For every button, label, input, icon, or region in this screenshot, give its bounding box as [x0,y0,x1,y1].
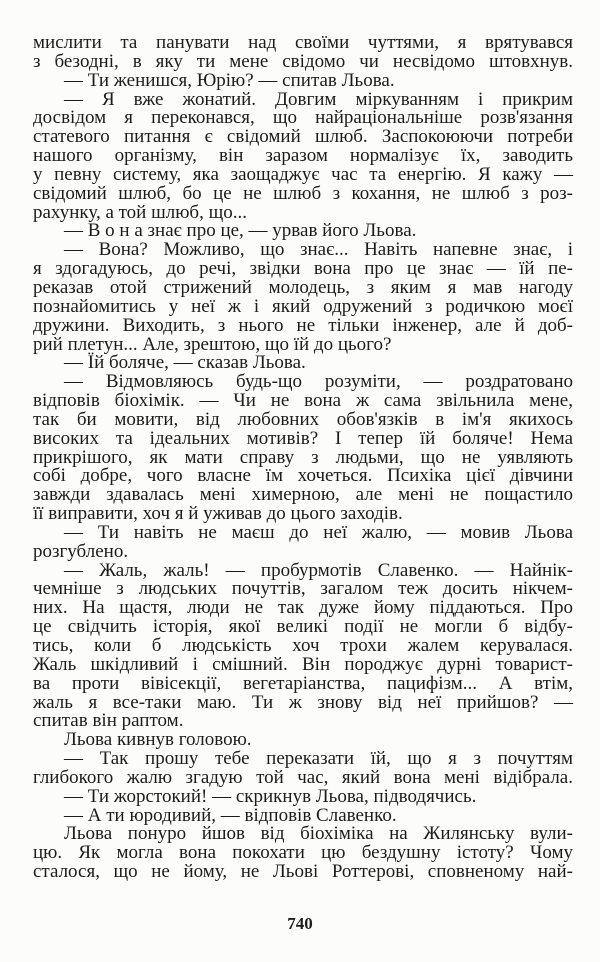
text-line: цю. Як могла вона покохати цю бездушну істоту? Чому [33,842,573,864]
text-line: нашого організму, він заразом нормалізує їх, заводить [33,145,573,167]
text-line: жаль я все-таки маю. Ти ж знову від неї прийшов? — [33,691,573,713]
text-line: — Жаль, жаль! — пробурмотів Славенко. — Найнік- [64,559,573,581]
text-line: глибокого жалю згадую той час, який вона мені відібрала. [33,766,573,788]
text-line: я здогадуюсь, до речі, звідки вона про це знає — їй пе- [33,258,573,280]
text-line: них. На щастя, люди не так дуже йому піддаються. Про [33,597,573,619]
text-line: завжди здавалась мені химерною, але мені не пощастило [33,484,573,506]
text-line: свідомий шлюб, бо це не шлюб з кохання, не шлюб з роз- [33,182,573,204]
text-line: — Їй боляче, — сказав Льова. [64,352,306,374]
text-line: це свідчить історія, якої великі події не могли б відбу- [33,616,573,638]
text-line: відповів біохімік. — Чи не вона ж сама звільнила мене, [33,390,573,412]
text-line: статевого питання є свідомий шлюб. Заспокоюючи потреби [33,126,573,148]
text-line: з безодні, в яку ти мене свідомо чи несвідомо штовхнув. [33,50,573,72]
text-line: — Ти женишся, Юрію? — спитав Льова. [64,69,395,91]
text-line: сталося, що не йому, не Льові Роттерові, сповненому най- [33,861,573,883]
text-line: рий плетун... Але, зрештою, що їй до цього? [33,333,392,355]
text-line: рахунку, а той шлюб, що... [33,201,247,223]
text-line: ва проти вівісекції, вегетаріанства, пацифізм... А втім, [33,672,573,694]
text-line: — Я вже жонатий. Довгим міркуванням і прикрим [64,88,573,110]
text-line: — Вона? Можливо, що знає... Навіть напевне знає, і [64,239,573,261]
text-line: Льова кивнув головою. [64,729,252,751]
text-line: реказав отой стрижений молодець, з яким я мав нагоду [33,276,573,298]
text-line: її виправити, хоч я й уживав до цього заходів. [33,503,403,525]
text-line: чемніше з людських почуттів, загалом теж досить нікчем- [33,578,573,600]
text-line: — Відмовляюсь будь-що розуміти, — роздратовано [64,371,573,393]
text-line: у певну систему, яка заощаджує час та енергію. Я кажу — [33,163,573,185]
page-text [33,34,573,882]
text-line: високих та ідеальних мотивів? І тепер їй боляче! Нема [33,427,573,449]
text-line: так би мовити, від любовних обов'язків в ім'я якихось [33,408,573,430]
text-line: спитав він раптом. [33,710,184,732]
text-line: — Так прошу тебе переказати їй, що я з почуттям [64,748,573,770]
text-line: Льова понуро йшов від біохіміка на Жилянську вули- [64,823,573,845]
text-line: досвідом я переконався, що найраціональніше розв'язання [33,107,573,129]
text-line: мислити та панувати над своїми чуттями, я врятувався [33,32,573,53]
text-line: розгублено. [33,540,129,562]
text-line: прикрішого, як мати справу з людьми, що не уявляють [33,446,573,468]
text-line: дружини. Виходить, з нього не тільки інженер, але й доб- [33,314,573,336]
text-line: — А ти юродивий, — відповів Славенко. [64,804,397,826]
text-line: Жаль шкідливий і смішний. Він породжує дурні товарист- [33,653,573,675]
text-line: — В о н а знає про це, — урвав його Льова. [64,220,417,242]
text-line: собі добре, чого власне їм хочеться. Психіка цієї дівчини [33,465,573,487]
text-line: тись, коли б людськість хоч трохи жалем керувалася. [33,635,573,656]
text-line: — Ти навіть не маєш до неї жалю, — мовив Льова [64,521,573,543]
page-number: 740 [287,914,313,933]
text-line: познайомитись у неї ж і який одружений з родичкою моєї [33,295,573,317]
text-line: — Ти жорстокий! — скрикнув Льова, підводячись. [64,785,477,807]
